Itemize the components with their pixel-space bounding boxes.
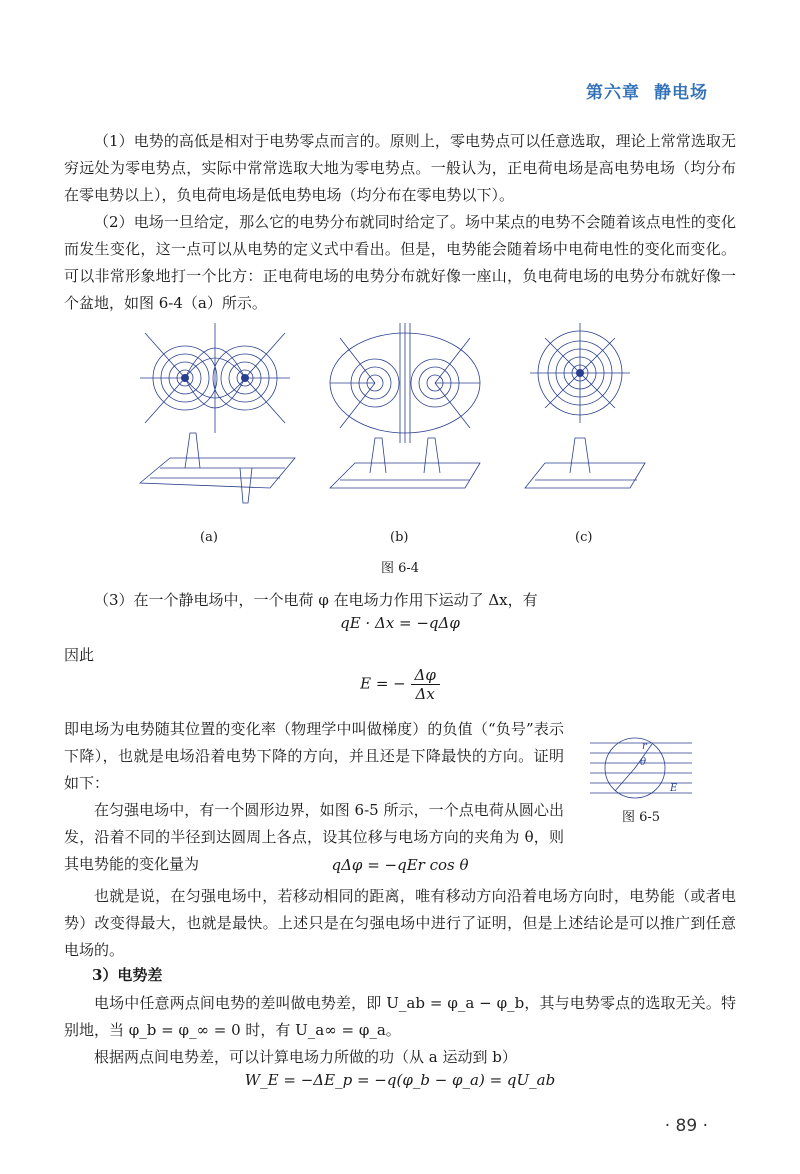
formula-2-denominator: Δx xyxy=(415,685,435,703)
figure-b-field-and-surface xyxy=(320,318,490,508)
paragraph-4: 即电场为电势随其位置的变化率（物理学中叫做梯度）的负值（“负号”表示下降），也就是电场沿着电势下降的方向，并且还是下降最快的方向。证明如下： xyxy=(64,720,564,792)
formula-4: W_E = −ΔE_p = −q(φ_b − φ_a) = qU_ab xyxy=(244,1071,556,1089)
figure-label-c: (c) xyxy=(575,530,593,545)
paragraph-7: 电场中任意两点间电势的差叫做电势差，即 U_ab = φ_a − φ_b，其与电势零点的选取无关。特别地，当 φ_b = φ_∞ = 0 时，有 U_a∞ = φ_a。 xyxy=(64,994,736,1039)
figure-6-5 xyxy=(590,735,700,805)
formula-1: qE · Δx = −qΔφ xyxy=(340,614,460,632)
figure-6-5-label-r: r xyxy=(642,741,647,752)
paragraph-8: 根据两点间电势差，可以计算电场力所做的功（从 a 运动到 b） xyxy=(94,1048,517,1066)
figure-6-5-label-e: E xyxy=(670,783,678,794)
figure-6-5-label-theta: θ xyxy=(640,757,647,768)
formula-2-numerator: Δφ xyxy=(411,666,440,685)
formula-3: qΔφ = −qEr cos θ xyxy=(331,856,469,874)
figure-6-4 xyxy=(120,318,680,545)
formula-2 xyxy=(0,666,800,703)
figure-6-4-caption: 图 6-4 xyxy=(380,561,420,576)
chapter-header xyxy=(572,78,708,103)
chapter-title: 静电场 xyxy=(654,83,708,103)
figure-6-5-caption: 图 6-5 xyxy=(622,810,661,825)
paragraph-5: 在匀强电场中，有一个圆形边界，如图 6-5 所示，一个点电荷从圆心出发，沿着不同的半径到达圆周上各点，设其位移与电场方向的夹角为 θ，则其电势能的变化量为 xyxy=(64,801,564,873)
paragraph-6: 也就是说，在匀强电场中，若移动相同的距离，唯有移动方向沿着电场方向时，电势能（或者电势）改变得最大，也就是最快。上述只是在匀强电场中进行了证明，但是上述结论是可以推广到任意电场的。 xyxy=(64,887,736,959)
figure-c-field-and-surface xyxy=(515,318,665,508)
therefore-text: 因此 xyxy=(64,646,95,664)
formula-2-fraction xyxy=(411,666,440,703)
figure-a-field-and-surface xyxy=(130,318,300,508)
figure-label-a: (a) xyxy=(200,530,218,545)
page-number: · 89 · xyxy=(664,1116,708,1136)
section-heading-potential-difference: 3）电势差 xyxy=(92,966,163,984)
paragraph-1: （1）电势的高低是相对于电势零点而言的。原则上，零电势点可以任意选取，理论上常常选取无穷远处为零电势点，实际中常常选取大地为零电势点。一般认为，正电荷电场是高电势电场（均分布在零电势以上），负电荷电场是低电势电场（均分布在零电势以下）。 xyxy=(64,132,736,204)
formula-2-lhs: E = − xyxy=(360,674,406,693)
chapter-number: 第六章 xyxy=(586,83,640,103)
paragraph-2: （2）电场一旦给定，那么它的电势分布就同时给定了。场中某点的电势不会随着该点电性的变化而发生变化，这一点可以从电势的定义式中看出。但是，电势能会随着场中电荷电性的变化而变化。可以非常形象地打一个比方：正电荷电场的电势分布就好像一座山，负电荷电场的电势分布就好像一个盆地，如图 6-4（a）所示。 xyxy=(64,213,736,312)
paragraph-3: （3）在一个静电场中，一个电荷 φ 在电场力作用下运动了 Δx，有 xyxy=(94,591,538,609)
figure-label-b: (b) xyxy=(390,530,409,545)
